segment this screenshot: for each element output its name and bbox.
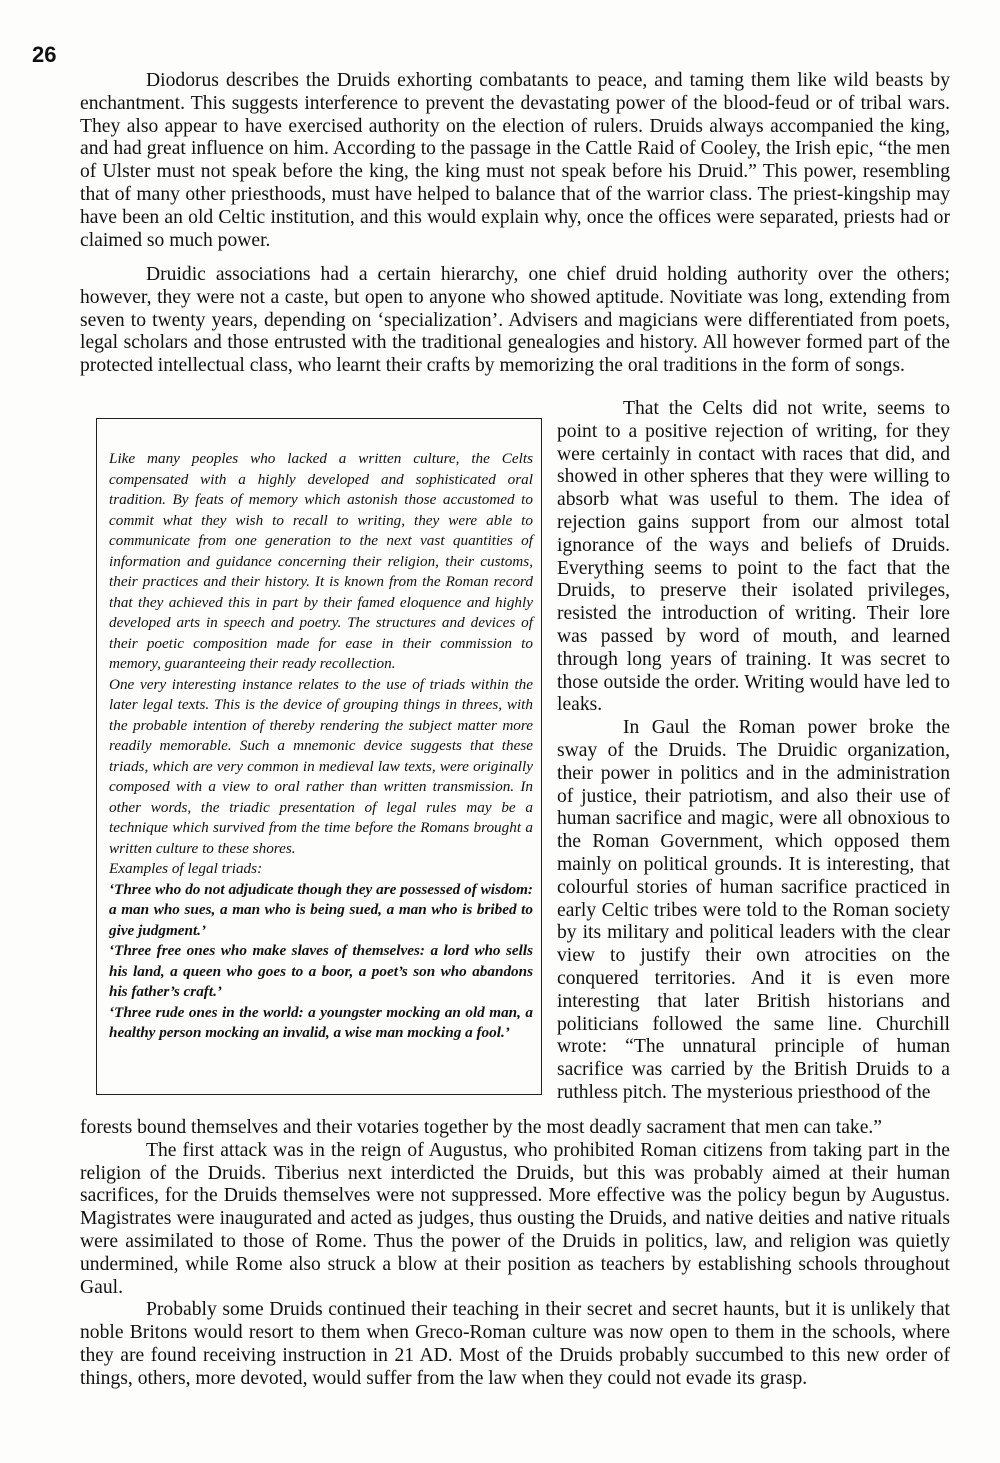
sidebar-triad: ‘Three rude ones in the world: a youngster mocking an old man, a healthy person mocking an invalid, a wise man mocking a fool.’ xyxy=(109,1003,533,1041)
right-column xyxy=(557,398,950,1105)
sidebar-triad: ‘Three free ones who make slaves of themselves: a lord who sells his land, a queen who goes to a boor, a poet’s son who abandons his father’s craft.’ xyxy=(109,942,533,1000)
paragraph-augustus: The first attack was in the reign of Augustus, who prohibited Roman citizens from taking part in the religion of the Druids. Tiberius next interdicted the Druids, but this was probably aimed at their human sacrifices, for the Druids themselves were not suppressed. More effective was the policy begun by Augustus. Magistrates were inaugurated and acted as judges, thus ousting the Druids, and native deities and native rituals were assimilated to those of Rome. Thus the power of the Druids in politics, law, and religion was quietly undermined, while Rome also struck a blow at their position as teachers by establishing schools throughout Gaul. xyxy=(80,1139,950,1298)
paragraph-druids-teaching: Probably some Druids continued their teaching in their secret and secret haunts, but it is unlikely that noble Britons would resort to them when Greco-Roman culture was now open to them in the schools, where they are found receiving instruction in 21 AD. Most of the Druids probably succumbed to this new order of things, others, more devoted, would suffer from the law when they could not evade its grasp. xyxy=(80,1299,950,1389)
paragraph-churchill-end: forests bound themselves and their votaries together by the most deadly sacrament that men can take.” xyxy=(80,1117,882,1138)
sidebar-triad: ‘Three who do not adjudicate though they are possessed of wisdom: a man who sues, a man who is being sued, a man who is bribed to give judgment.’ xyxy=(109,880,533,939)
sidebar-paragraph: Like many peoples who lacked a written culture, the Celts compensated with a highly developed and sophisticated oral tradition. By feats of memory which astonish those accustomed to commit what they wish to recall to writing, they were able to communicate from one generation to the next vast quantities of information and guidance concerning their religion, their customs, their practices and their history. It is known from the Roman record that they achieved this in part by their famed eloquence and highly developed arts in speech and poetry. The structures and devices of their poetic composition made for ease in their commission to memory, guaranteeing their ready recollection. xyxy=(109,450,533,672)
paragraph-celts-writing: That the Celts did not write, seems to point to a positive rejection of writing, for they were certainly in contact with races that did, and showed in other spheres that they were willing to absorb what was useful to them. The idea of rejection gains support from our almost total ignorance of the ways and beliefs of Druids. Everything seems to point to the fact that the Druids, to preserve their isolated privileges, resisted the introduction of writing. Their lore was passed by word of mouth, and learned through long years of training. It was secret to those outside the order. Writing would have led to leaks. xyxy=(557,398,950,716)
paragraph-diodorus: Diodorus describes the Druids exhorting combatants to peace, and taming them like wild beasts by enchantment. This suggests interference to prevent the devastating power of the blood-feud or of tribal wars. They also appear to have exercised authority on the election of rulers. Druids always accompanied the king, and had great influence on him. According to the passage in the Cattle Raid of Cooley, the Irish epic, “the men of Ulster must not speak before the king, the king must not speak before his Druid.” This power, resembling that of many other priesthoods, must have helped to balance that of the warrior class. The priest-kingship may have been an old Celtic institution, and this would explain why, once the offices were separated, priests had or claimed so much power. xyxy=(80,70,950,251)
page-number: 26 xyxy=(32,42,57,67)
paragraph-gaul-roman-power: In Gaul the Roman power broke the sway of the Druids. The Druidic organization, their power in politics and in the administration of justice, their patriotism, and also their use of human sacrifice and magic, were all obnoxious to the Roman Government, which opposed them mainly on political grounds. It is interesting, that colourful stories of human sacrifice practiced in early Celtic tribes were told to the Roman society by its military and political leaders with the clear view to justify their own atrocities on the conquered territories. And it is even more interesting that later British historians and politicians followed the same line. Churchill wrote: “The unnatural principle of human sacrifice was carried by the British Druids to a ruthless pitch. The mysterious priesthood of the xyxy=(557,717,950,1103)
paragraph-druidic-associations: Druidic associations had a certain hierarchy, one chief druid holding authority over the others; however, they were not a caste, but open to anyone who showed aptitude. Novitiate was long, extending from seven to twenty years, depending on ‘specialization’. Advisers and magicians were differentiated from poets, legal scholars and those entrusted with the traditional genealogies and history. All however formed part of the protected intellectual class, who learnt their crafts by memorizing the oral traditions in the form of songs. xyxy=(80,264,950,377)
lower-text xyxy=(80,1117,950,1391)
sidebar-paragraph: One very interesting instance relates to the use of triads within the later legal texts. This is the device of grouping things in threes, with the probable intention of thereby rendering the subject matter more readily memorable. Such a mnemonic device suggests that these triads, which are very common in medieval law texts, were originally composed with a view to oral rather than written transmission. In other words, the triadic presentation of legal rules may be a technique which survived from the time before the Romans brought a written culture to these shores. xyxy=(109,675,533,857)
sidebar-examples-label: Examples of legal triads: xyxy=(109,860,263,877)
sidebar-box-oral-tradition xyxy=(96,418,542,1095)
